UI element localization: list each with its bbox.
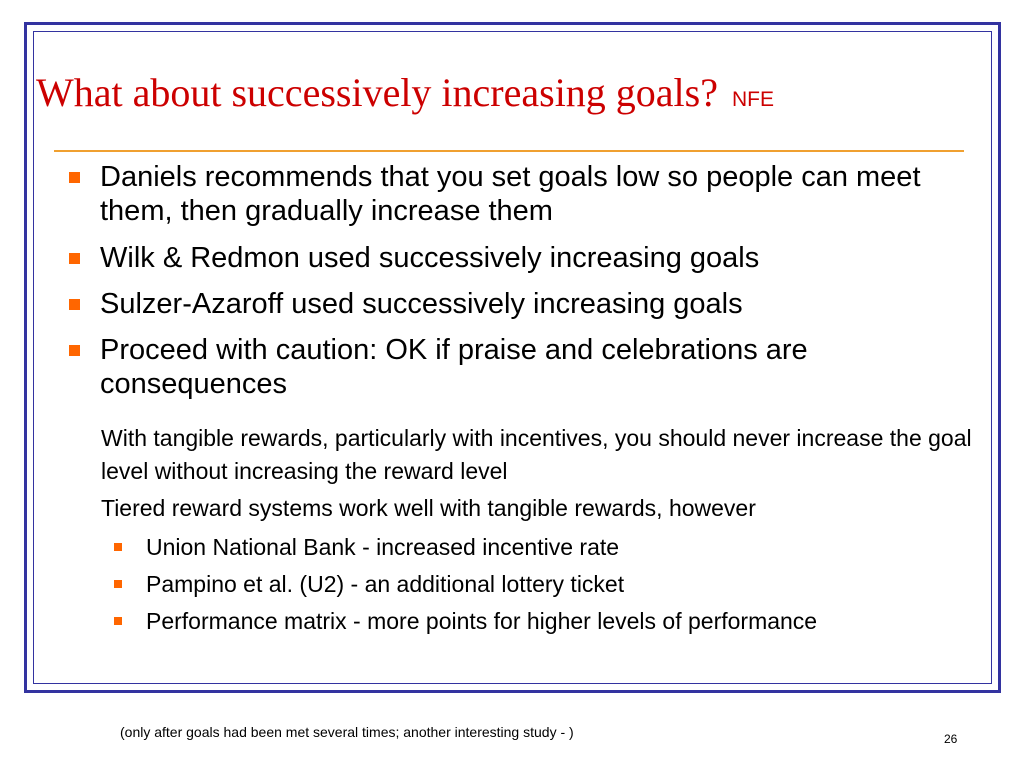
slide-footnote: (only after goals had been met several times; another interesting study - ) (120, 724, 574, 740)
page-number: 26 (944, 732, 958, 746)
square-bullet-icon (69, 299, 80, 310)
sub-bullet-text: Performance matrix - more points for higher levels of performance (146, 608, 818, 634)
sub-bullet-text: Union National Bank - increased incentive rate (146, 534, 620, 560)
note-text: Tiered reward systems work well with tangible rewards, however (101, 495, 756, 521)
slide-title-tag: NFE (732, 88, 774, 111)
sub-bullet-text: Pampino et al. (U2) - an additional lottery ticket (146, 571, 625, 597)
sub-bullet-item (146, 532, 986, 562)
sub-bullet-item (146, 606, 986, 636)
bullet-item (100, 287, 990, 321)
square-bullet-icon (114, 617, 122, 625)
bullet-text: Proceed with caution: OK if praise and celebrations are consequences (100, 334, 808, 400)
slide-title-text: What about successively increasing goals? (36, 70, 718, 115)
slide-title (36, 68, 774, 125)
sub-bullet-item (146, 569, 986, 599)
title-divider (54, 150, 964, 152)
bullet-text: Sulzer-Azaroff used successively increasing goals (100, 288, 743, 320)
bullet-text: Wilk & Redmon used successively increasing goals (100, 242, 760, 274)
bullet-item (100, 241, 990, 275)
square-bullet-icon (114, 580, 122, 588)
square-bullet-icon (114, 543, 122, 551)
square-bullet-icon (69, 172, 80, 183)
square-bullet-icon (69, 345, 80, 356)
bullet-text: Daniels recommends that you set goals low so people can meet them, then gradually increase them (100, 161, 921, 227)
square-bullet-icon (69, 253, 80, 264)
bullet-item (100, 160, 990, 228)
note-text: With tangible rewards, particularly with incentives, you should never increase the goal level without increasing the reward level (101, 425, 972, 484)
bullet-item (100, 333, 990, 401)
